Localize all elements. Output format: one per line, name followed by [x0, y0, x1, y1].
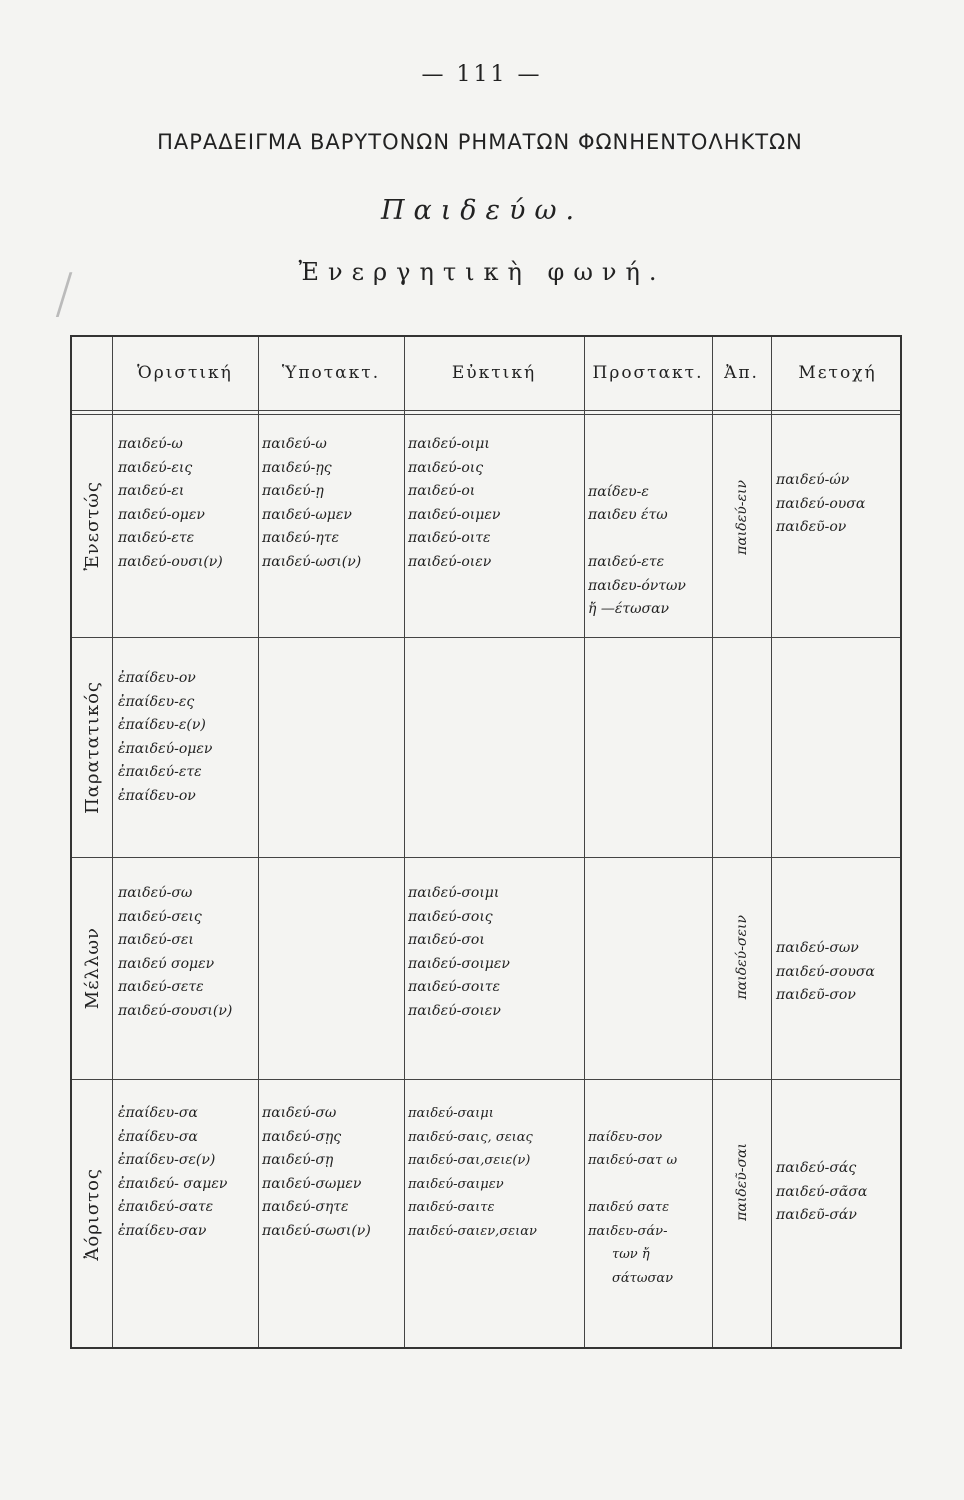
future-optative: παιδεύ-σοιμι παιδεύ-σοις παιδεύ-σοι παιδεύ-σοιμεν παιδεύ-σοιτε παιδεύ-σοιεν: [408, 885, 510, 1019]
aorist-optative: παιδεύ-σαιμι παιδεύ-σαις, σειας παιδεύ-σαι,σειε(ν) παιδεύ-σαιμεν παιδεύ-σαιτε παιδεύ-σαιεν,σειαν: [408, 1106, 537, 1239]
present-participle: παιδεύ-ών παιδεύ-ουσα παιδεῦ-ον: [776, 472, 866, 535]
verb-heading: Παιδεύω.: [380, 195, 584, 226]
aorist-indicative: ἐπαίδευ-σα ἐπαίδευ-σα ἐπαίδευ-σε(ν) ἐπαιδεύ- σαμεν ἐπαιδεύ-σατε ἐπαίδευ-σαν: [118, 1105, 228, 1239]
row-label-present: Ἐνεστώς: [81, 480, 103, 571]
present-indicative: παιδεύ-ω παιδεύ-εις παιδεύ-ει παιδεύ-ομεν παιδεύ-ετε παιδεύ-ουσι(ν): [118, 436, 223, 570]
col-divider: [584, 337, 585, 1347]
header-optative: Εὐκτική: [451, 363, 537, 383]
row-label-future: Μέλλων: [81, 926, 103, 1010]
header-participle: Μετοχή: [798, 363, 877, 383]
present-infinitive: παιδεύ-ειν: [734, 479, 750, 555]
aorist-infinitive: παιδεῦ-σαι: [734, 1143, 750, 1221]
aorist-subjunctive: παιδεύ-σω παιδεύ-σῃς παιδεύ-σῃ παιδεύ-σωμεν παιδεύ-σητε παιδεύ-σωσι(ν): [262, 1105, 371, 1239]
future-infinitive: παιδεύ-σειν: [734, 914, 750, 1000]
col-divider: [258, 337, 259, 1347]
header-indicative: Ὁριστική: [137, 363, 233, 383]
col-divider: [771, 337, 772, 1347]
present-subjunctive: παιδεύ-ω παιδεύ-ῃς παιδεύ-ῃ παιδεύ-ωμεν παιδεύ-ητε παιδεύ-ωσι(ν): [262, 436, 362, 570]
page-number: — 111 —: [421, 62, 543, 87]
header-imperative: Προστακτ.: [592, 363, 704, 383]
aorist-imperative: παίδευ-σον παιδεύ-σατ ω παιδεύ σατε παιδευ-σάν- των ἤ σάτωσαν: [588, 1129, 678, 1286]
present-optative: παιδεύ-οιμι παιδεύ-οις παιδεύ-οι παιδεύ-οιμεν παιδεύ-οιτε παιδεύ-οιεν: [408, 436, 501, 570]
row-divider: [72, 1079, 900, 1080]
conjugation-table: [70, 335, 902, 1349]
header-divider: [72, 410, 900, 411]
header-infinitive: Ἀπ.: [724, 363, 759, 383]
col-divider: [404, 337, 405, 1347]
page-title: ΠΑΡΑΔΕΙΓΜΑ ΒΑΡΥΤΟΝΩΝ ΡΗΜΑΤΩΝ ΦΩΝΗΕΝΤΟΛΗΚΤΩΝ: [157, 130, 803, 154]
future-participle: παιδεύ-σων παιδεύ-σουσα παιδεῦ-σον: [776, 940, 875, 1003]
row-divider: [72, 857, 900, 858]
header-subjunctive: Ὑποτακτ.: [281, 363, 381, 383]
imperfect-indicative: ἐπαίδευ-ον ἐπαίδευ-ες ἐπαίδευ-ε(ν) ἐπαιδεύ-ομεν ἐπαιδεύ-ετε ἐπαίδευ-ον: [118, 670, 213, 804]
row-label-imperfect: Παρατατικός: [81, 680, 103, 814]
header-divider: [72, 414, 900, 415]
future-indicative: παιδεύ-σω παιδεύ-σεις παιδεύ-σει παιδεύ σομεν παιδεύ-σετε παιδεύ-σουσι(ν): [118, 885, 233, 1019]
row-label-aorist: Ἀόριστος: [81, 1167, 103, 1261]
row-divider: [72, 637, 900, 638]
aorist-participle: παιδεύ-σάς παιδεύ-σᾶσα παιδεῦ-σάν: [776, 1160, 868, 1223]
present-imperative: παίδευ-ε παιδευ έτω παιδεύ-ετε παιδευ-όντων ἤ —έτωσαν: [588, 483, 686, 617]
pencil-margin-mark: /: [55, 262, 74, 325]
voice-heading: Ἐνεργητικὴ φωνή.: [298, 258, 666, 286]
col-divider: [112, 337, 113, 1347]
